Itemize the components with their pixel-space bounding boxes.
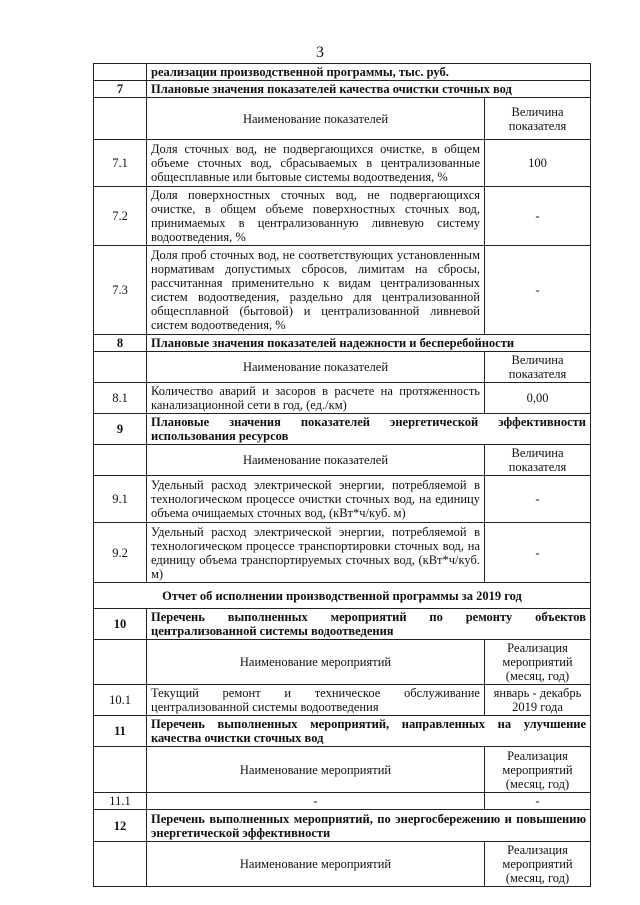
- row-text: Доля поверхностных сточных вод, не подвергающихся очистке, в общем объеме поверхностных сточных вод, принимаемых в централизованную ливневую систему водоотведения, %: [147, 187, 485, 246]
- column-header-name: Наименование показателей: [147, 352, 485, 383]
- row-text: Удельный расход электрической энергии, потребляемой в технологическом процессе транспортировки сточных вод, на единицу объема транспортируемых сточных вод, (кВт*ч/куб. м): [147, 523, 485, 583]
- row-number: 9.1: [94, 476, 147, 523]
- column-header-name: Наименование мероприятий: [147, 640, 485, 685]
- row-value: -: [485, 476, 591, 523]
- row-value: -: [485, 246, 591, 335]
- column-header-value: Величина показателя: [485, 98, 591, 140]
- section-title: Плановые значения показателей энергетической эффективности использования ресурсов: [147, 414, 591, 445]
- table-row: [94, 383, 591, 414]
- row-number: 7.3: [94, 246, 147, 335]
- row-number: 11.1: [94, 793, 147, 810]
- section-header-row: [94, 81, 591, 98]
- column-header-value: Величина показателя: [485, 352, 591, 383]
- row-value: январь - декабрь 2019 года: [485, 685, 591, 716]
- column-header-row: [94, 445, 591, 476]
- section-header-row: [94, 609, 591, 640]
- section-title: Перечень выполненных мероприятий по ремонту объектов централизованной системы водоотведения: [147, 609, 591, 640]
- column-header-row: [94, 352, 591, 383]
- row-number: 8.1: [94, 383, 147, 414]
- row-text: реализации производственной программы, тыс. руб.: [147, 64, 591, 81]
- row-text: Доля сточных вод, не подвергающихся очистке, в общем объеме сточных вод, сбрасываемых в централизованные общесплавные или бытовые системы водоотведения, %: [147, 140, 485, 187]
- section-number: 7: [94, 81, 147, 98]
- section-title: Перечень выполненных мероприятий, по энергосбережению и повышению энергетической эффективности: [147, 810, 591, 842]
- column-header-name: Наименование показателей: [147, 98, 485, 140]
- section-number: 10: [94, 609, 147, 640]
- report-title: Отчет об исполнении производственной программы за 2019 год: [94, 583, 591, 609]
- table-row: [94, 64, 591, 81]
- column-header-row: [94, 98, 591, 140]
- column-header-value: Реализация мероприятий (месяц, год): [485, 747, 591, 793]
- table-row: [94, 523, 591, 583]
- page-number: 3: [316, 44, 324, 61]
- column-header-row: [94, 842, 591, 887]
- column-header-value: Реализация мероприятий (месяц, год): [485, 842, 591, 887]
- column-header-value: Величина показателя: [485, 445, 591, 476]
- column-header-name: Наименование мероприятий: [147, 842, 485, 887]
- row-text: Доля проб сточных вод, не соответствующих установленным нормативам допустимых сбросов, лимитам на сбросы, рассчитанная применительно к видам централизованных систем водоотведения, раздельно для централизованной общесплавной (бытовой) и централизованной ливневой систем водоотведения, %: [147, 246, 485, 335]
- row-text: -: [147, 793, 485, 810]
- section-number: 9: [94, 414, 147, 445]
- table-row: [94, 793, 591, 810]
- row-text: Удельный расход электрической энергии, потребляемой в технологическом процессе очистки сточных вод, на единицу объема очищаемых сточных вод, (кВт*ч/куб. м): [147, 476, 485, 523]
- table-row: [94, 187, 591, 246]
- table-row: [94, 246, 591, 335]
- section-number: 11: [94, 716, 147, 747]
- row-number: 10.1: [94, 685, 147, 716]
- column-header-name: Наименование показателей: [147, 445, 485, 476]
- table-row: [94, 685, 591, 716]
- program-table: [93, 63, 591, 887]
- section-title: Перечень выполненных мероприятий, направленных на улучшение качества очистки сточных вод: [147, 716, 591, 747]
- row-value: -: [485, 793, 591, 810]
- section-title: Плановые значения показателей надежности и бесперебойности: [147, 335, 591, 352]
- row-value: 100: [485, 140, 591, 187]
- column-header-row: [94, 747, 591, 793]
- section-header-row: [94, 335, 591, 352]
- row-number: 9.2: [94, 523, 147, 583]
- row-text: Текущий ремонт и техническое обслуживание централизованной системы водоотведения: [147, 685, 485, 716]
- column-header-row: [94, 640, 591, 685]
- section-header-row: [94, 810, 591, 842]
- row-value: 0,00: [485, 383, 591, 414]
- table-row: [94, 476, 591, 523]
- section-number: 8: [94, 335, 147, 352]
- row-number: 7.2: [94, 187, 147, 246]
- row-text: Количество аварий и засоров в расчете на протяженность канализационной сети в год, (ед./км): [147, 383, 485, 414]
- row-number: 7.1: [94, 140, 147, 187]
- table-row: [94, 140, 591, 187]
- section-header-row: [94, 716, 591, 747]
- column-header-value: Реализация мероприятий (месяц, год): [485, 640, 591, 685]
- report-title-row: [94, 583, 591, 609]
- section-number: 12: [94, 810, 147, 842]
- section-header-row: [94, 414, 591, 445]
- column-header-name: Наименование мероприятий: [147, 747, 485, 793]
- section-title: Плановые значения показателей качества очистки сточных вод: [147, 81, 591, 98]
- row-value: -: [485, 187, 591, 246]
- row-value: -: [485, 523, 591, 583]
